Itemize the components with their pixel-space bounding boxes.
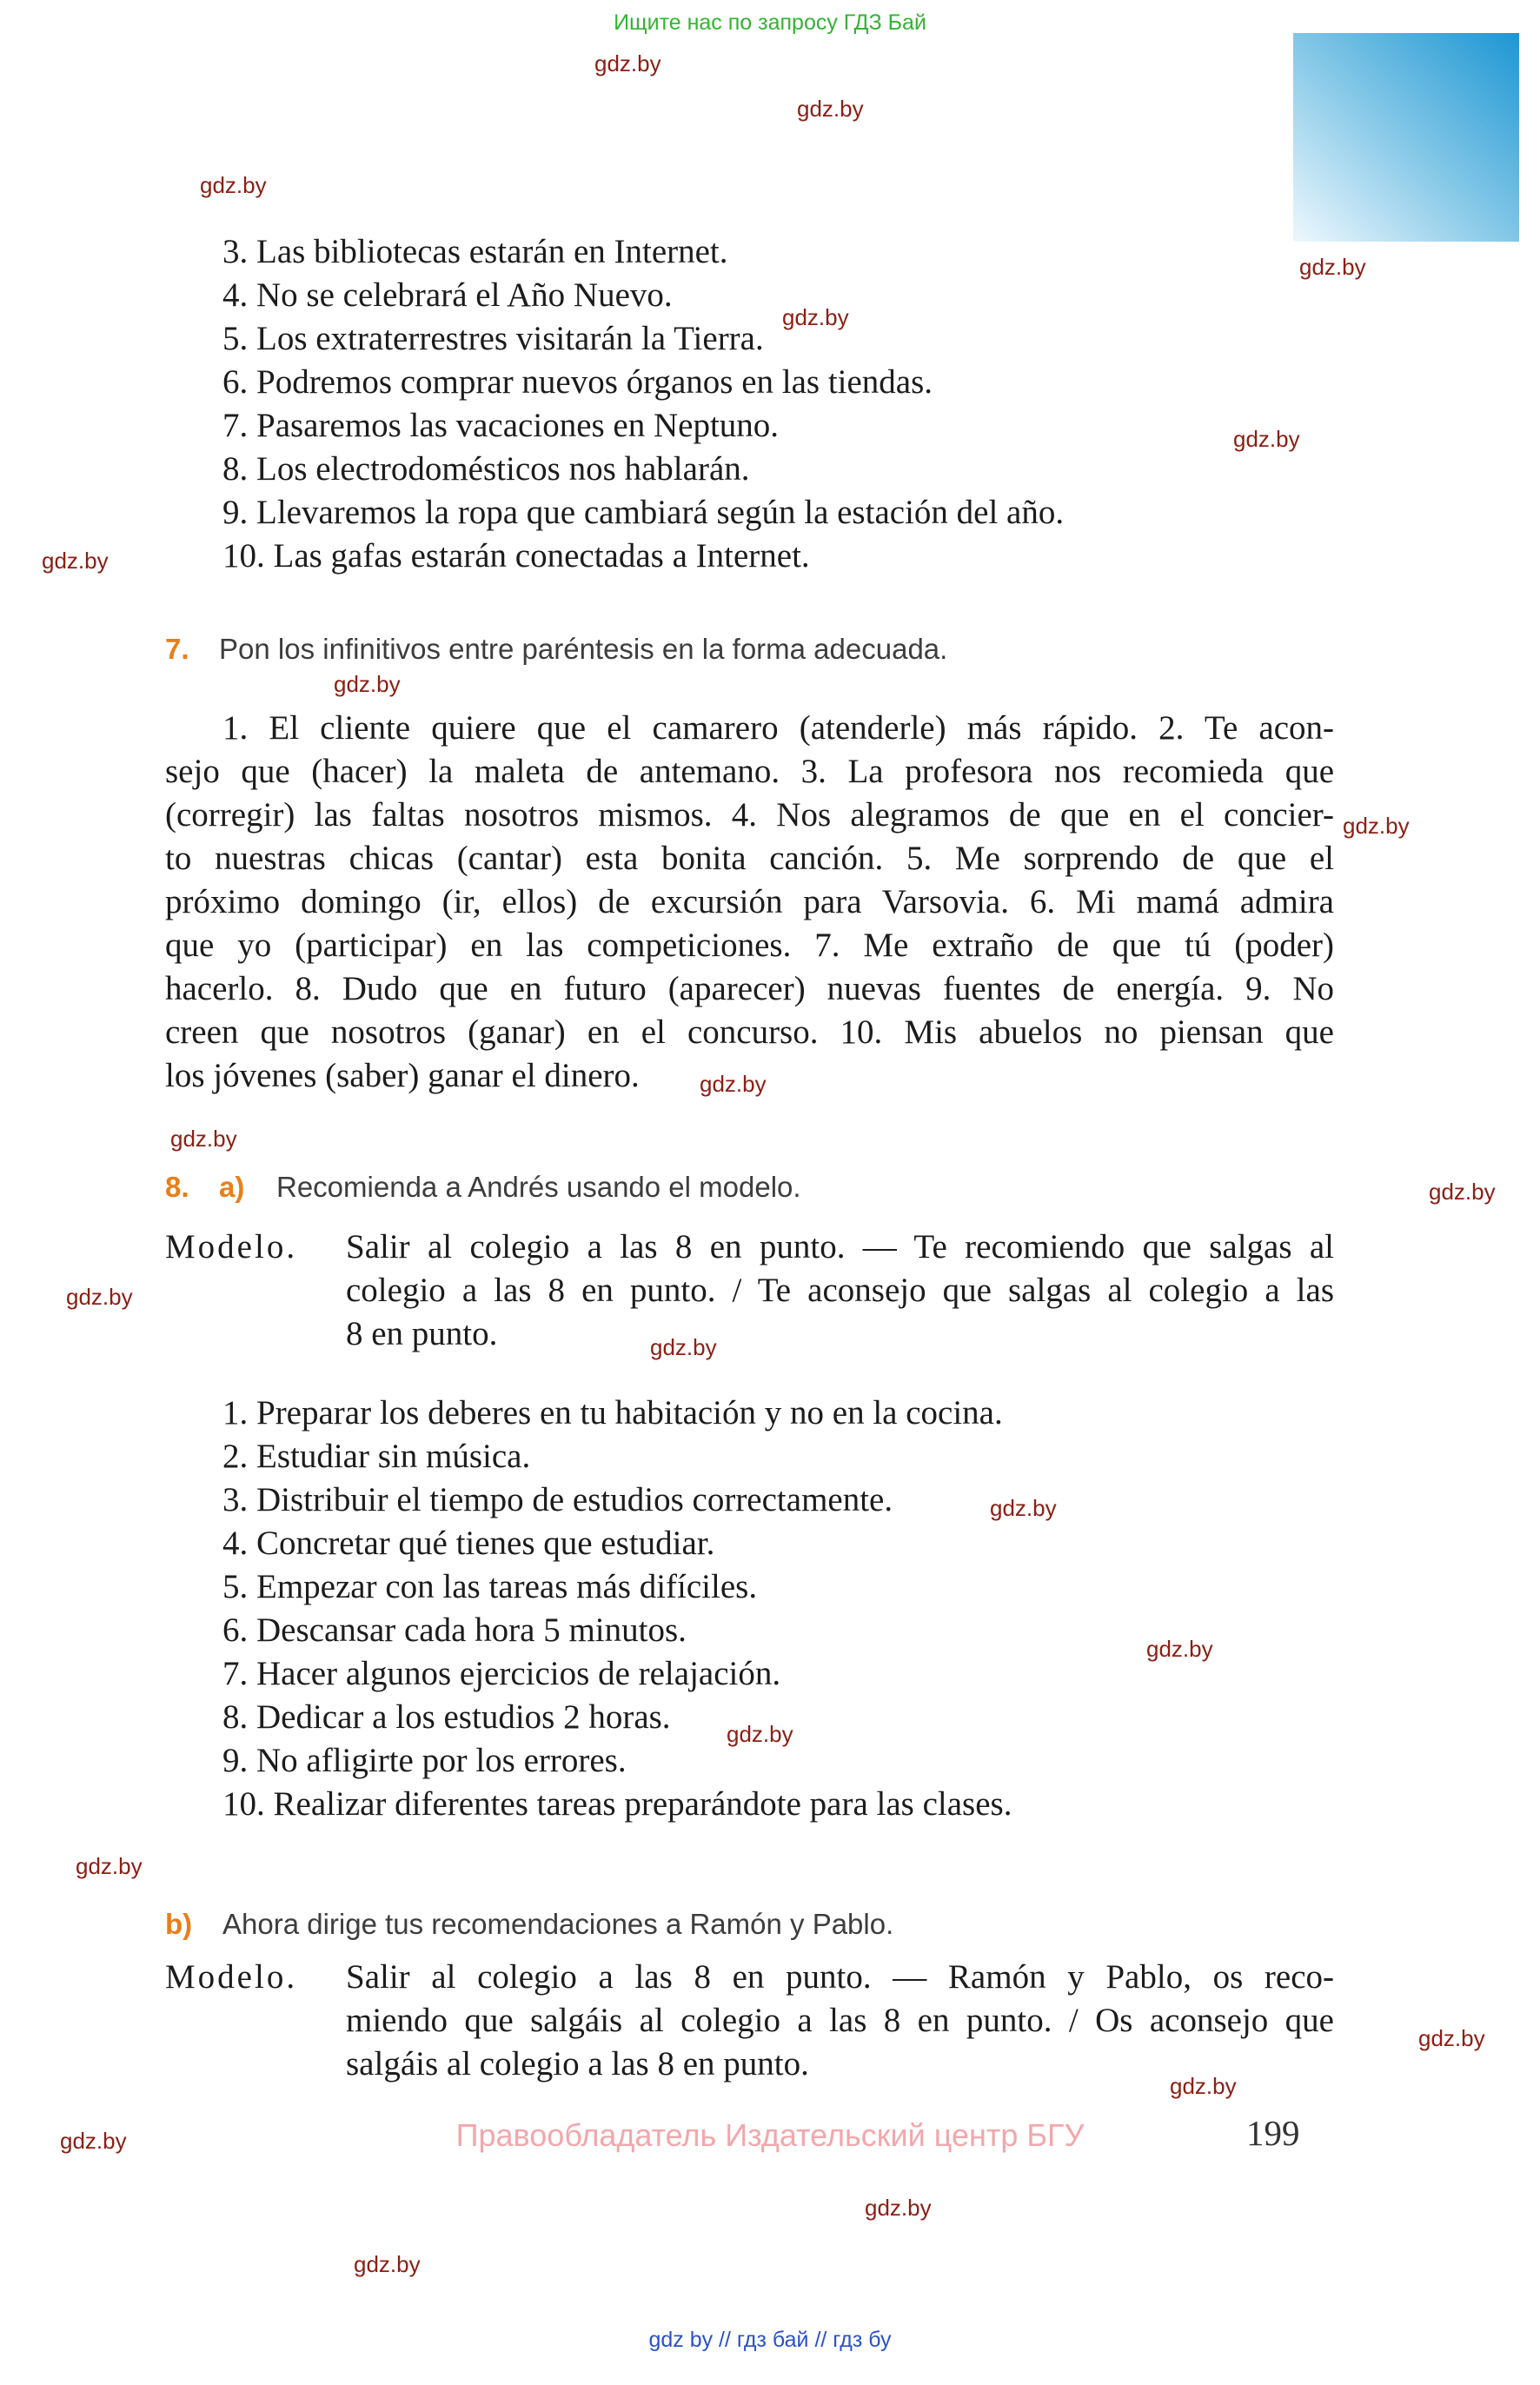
exercise-7-header (165, 628, 1334, 671)
modelo-text (346, 1226, 1334, 1356)
text-line: hacerlo. 8. Dudo que en futuro (aparecer) nuevas fuentes de energía. 9. No (165, 970, 1334, 1007)
exercise-7-number: 7. (165, 633, 189, 665)
modelo-a-block (165, 1226, 1334, 1356)
watermark: gdz.by (782, 304, 849, 330)
list-item: 6. Podremos comprar nuevos órganos en las tiendas. (222, 363, 933, 401)
watermark: gdz.by (170, 1126, 237, 1152)
exercise-8a-label: a) (219, 1171, 245, 1203)
watermark: gdz.by (1299, 254, 1366, 280)
text-line: próximo domingo (ir, ellos) de excursión para Varsovia. 6. Mi mamá admira (165, 883, 1334, 920)
modelo-b-block (165, 1956, 1334, 2086)
modelo-label: Modelo. (165, 1958, 298, 1996)
exercise-8-number: 8. (165, 1171, 189, 1203)
modelo-text (346, 1956, 1334, 2086)
watermark: gdz.by (1418, 2025, 1485, 2051)
page-content (165, 230, 1334, 2086)
text-line: miendo que salgáis al colegio a las 8 en punto. / Os aconsejo que (346, 2002, 1334, 2039)
list-item: 1. Preparar los deberes en tu habitación y no en la cocina. (222, 1394, 1003, 1432)
watermark: gdz.by (42, 548, 109, 574)
watermark: gdz.by (76, 1853, 143, 1879)
list-item: 9. No afligirte por los errores. (222, 1742, 627, 1779)
exercise-7-text (165, 707, 1334, 1098)
list-item: 4. Concretar qué tienes que estudiar. (222, 1525, 715, 1562)
exercise-7-title: Pon los infinitivos entre paréntesis en la forma adecuada. (219, 633, 948, 665)
text-line: 8 en punto. (346, 1315, 498, 1352)
watermark: gdz.by (1170, 2073, 1237, 2099)
text-line: que yo (participar) en las competiciones. 7. Me extraño de que tú (poder) (165, 927, 1334, 964)
text-line: 1. El cliente quiere que el camarero (atenderle) más rápido. 2. Te acon- (222, 709, 1334, 747)
text-line: Salir al colegio a las 8 en punto. — Te recomiendo que salgas al (346, 1228, 1334, 1266)
watermark: gdz.by (594, 50, 661, 76)
list-item: 7. Hacer algunos ejercicios de relajación. (222, 1655, 781, 1692)
text-line: to nuestras chicas (cantar) esta bonita canción. 5. Me sorprendo de que el (165, 840, 1334, 877)
modelo-label: Modelo. (165, 1228, 298, 1266)
list-item: 3. Las bibliotecas estarán en Internet. (222, 233, 728, 270)
text-line: los jóvenes (saber) ganar el dinero. (165, 1057, 640, 1094)
publisher-line: Правообладатель Издательский центр БГУ (455, 2117, 1085, 2153)
exercise-8b-title: Ahora dirige tus recomendaciones a Ramón y Pablo. (222, 1908, 894, 1940)
watermark: gdz.by (200, 172, 267, 198)
exercise-8b-header (165, 1903, 1334, 1946)
watermark: gdz.by (1146, 1636, 1213, 1662)
watermark: gdz.by (1233, 426, 1300, 452)
watermark: gdz.by (60, 2128, 127, 2154)
watermark: gdz.by (990, 1495, 1057, 1521)
list-item: 8. Dedicar a los estudios 2 horas. (222, 1698, 671, 1736)
future-sentences-list (165, 230, 1334, 578)
list-item: 4. No se celebrará el Año Nuevo. (222, 276, 673, 314)
list-item: 10. Las gafas estarán conectadas a Internet. (222, 537, 810, 575)
text-line: salgáis al colegio a las 8 en punto. (346, 2045, 809, 2083)
watermark: gdz.by (1429, 1179, 1496, 1205)
watermark: gdz.by (865, 2195, 932, 2221)
list-item: 9. Llevaremos la ropa que cambiará según la estación del año. (222, 494, 1065, 531)
page-number: 199 (1246, 2113, 1300, 2153)
watermark: gdz.by (354, 2251, 421, 2277)
text-line: sejo que (hacer) la maleta de antemano. 3. La profesora nos recomieda que (165, 753, 1334, 790)
watermark: gdz.by (334, 671, 401, 697)
footer-links: gdz by // гдз бай // гдз бу (648, 2328, 892, 2352)
list-item: 2. Estudiar sin música. (222, 1438, 531, 1475)
watermark: gdz.by (700, 1071, 767, 1097)
list-item: 6. Descansar cada hora 5 minutos. (222, 1611, 687, 1649)
exercise-8a-header (165, 1166, 1334, 1209)
list-item: 3. Distribuir el tiempo de estudios correctamente. (222, 1481, 893, 1518)
watermark: gdz.by (650, 1334, 717, 1360)
blue-gradient-decoration (1293, 33, 1519, 242)
watermark: gdz.by (1343, 813, 1410, 839)
list-item: 5. Los extraterrestres visitarán la Tierra. (222, 320, 764, 357)
text-line: colegio a las 8 en punto. / Te aconsejo que salgas al colegio a las (346, 1272, 1334, 1309)
watermark: gdz.by (727, 1721, 793, 1747)
recommendations-list (165, 1392, 1334, 1826)
list-item: 7. Pasaremos las vacaciones en Neptuno. (222, 407, 780, 444)
text-line: creen que nosotros (ganar) en el concurso. 10. Mis abuelos no piensan que (165, 1013, 1334, 1051)
text-line: (corregir) las faltas nosotros mismos. 4. Nos alegramos de que en el concier- (165, 796, 1334, 834)
top-banner-text: Ищите нас по запросу ГДЗ Бай (614, 10, 926, 35)
watermark: gdz.by (797, 96, 864, 122)
list-item: 8. Los electrodomésticos nos hablarán. (222, 450, 750, 488)
exercise-8b-label: b) (165, 1908, 193, 1940)
list-item: 10. Realizar diferentes tareas preparándote para las clases. (222, 1785, 1012, 1823)
text-line: Salir al colegio a las 8 en punto. — Ramón y Pablo, os reco- (346, 1958, 1334, 1996)
exercise-8a-title: Recomienda a Andrés usando el modelo. (276, 1171, 801, 1203)
list-item: 5. Empezar con las tareas más difíciles. (222, 1568, 758, 1605)
watermark: gdz.by (66, 1284, 133, 1310)
